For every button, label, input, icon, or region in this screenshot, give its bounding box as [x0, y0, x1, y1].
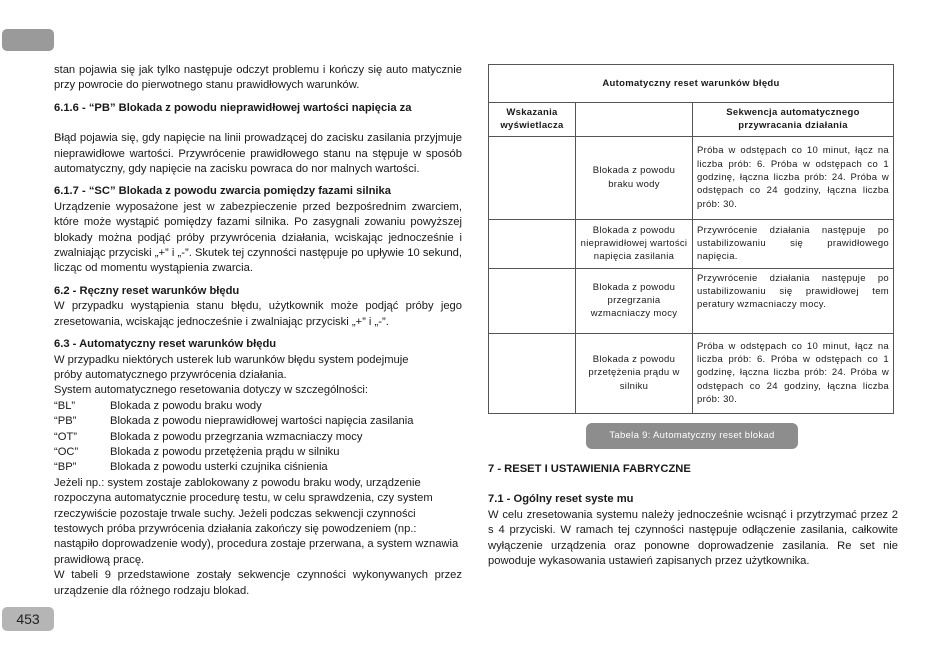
- list-item-code: “BP”: [54, 461, 77, 474]
- table-cell-block: Blokada z powodu nieprawidłowej wartości napięcia zasilania: [576, 219, 693, 268]
- table-cell-block: Blokada z powodu przetężenia prądu w silniku: [576, 333, 693, 413]
- example-paragraph: Jeżeli np.: system zostaje zablokowany z powodu braku wody, urządzenie rozpoczyna automatycznie procedurę testu, w celu sprawdzenia, czy system rzeczywiście pozostaje trwale suchy. Jeżeli podczas sekwencji czynności testowych próba przywrócenia działania zakończy się powodzeniem (np.: nastąpiło doprowadzenie wody), procedura zostaje przerwana, a system wznawia prawidłową pracę.: [54, 476, 459, 566]
- block-code-list: [54, 399, 462, 476]
- table-header-block: [576, 103, 693, 137]
- list-item-desc: Blokada z powodu usterki czujnika ciśnienia: [110, 461, 328, 474]
- section-6-1-6-text: Błąd pojawia się, gdy napięcie na linii prowadzącej do zacisku zasilania przyjmuje nieprawidłowe wartości. Przywrócenie prawidłowego stanu na stępuje w sposób automatyczny, gdy napięcie na zacisku powraca do nor malnych wartości.: [54, 132, 462, 176]
- page-edge-tab: [2, 29, 54, 51]
- table-header-display: Wskazania wyświetlacza: [489, 103, 576, 137]
- table-caption: Tabela 9: Automatyczny reset blokad: [586, 423, 798, 449]
- list-item: [54, 445, 462, 460]
- list-item-desc: Blokada z powodu nieprawidłowej wartości napięcia zasilania: [110, 415, 414, 428]
- table-row: [489, 333, 894, 413]
- section-7-1-text: W celu zresetowania systemu należy jednocześnie wcisnąć i przytrzymać przez 2 s 4 przyciski. W ramach tej czynności następuje odłączenie zasilania, całkowite wyłączenie urządzenia oraz ponowne doprowadzenie zasilania. Re set nie powoduje wykasowania ustawień zapisanych przez użytkownika.: [488, 508, 898, 568]
- list-item-desc: Blokada z powodu przegrzania wzmacniaczy mocy: [110, 430, 363, 443]
- list-item: [54, 430, 462, 445]
- table-cell-block: Blokada z powodu przegrzania wzmacniaczy mocy: [576, 268, 693, 333]
- right-column: [488, 462, 898, 569]
- list-item: [54, 460, 462, 475]
- table-cell-display: [489, 219, 576, 268]
- page-number: 453: [16, 611, 40, 627]
- section-6-2-heading: 6.2 - Ręczny reset warunków błędu: [54, 284, 240, 297]
- table-cell-display: [489, 333, 576, 413]
- list-item-code: “OT”: [54, 430, 77, 443]
- section-6-1-7-heading: 6.1.7 - “SC” Blokada z powodu zwarcia pomiędzy fazami silnika: [54, 185, 391, 198]
- table-row: [489, 268, 894, 333]
- list-item: [54, 399, 462, 414]
- section-6-3-line-1: W przypadku niektórych usterek lub warunków błędu system podejmuje: [54, 353, 409, 366]
- table-cell-display: [489, 268, 576, 333]
- section-7-heading: 7 - RESET I USTAWIENIA FABRYCZNE: [488, 463, 691, 475]
- section-6-1-7-text: Urządzenie wyposażone jest w zabezpieczenie przed bezpośrednim zwarciem, które może wystąpić pomiędzy fazami silnika. Po zasygnali zowaniu powyższej blokady można podjąć próby przywrócenia działania, wciskając jednocześnie i zwalniając przyciski „+” i „-”. Skutek tej czynności następuje po upływie 10 sekund, licząc od momentu wystąpienia zwarcia.: [54, 200, 462, 275]
- table-cell-sequence: Przywrócenie działania następuje po ustabilizowaniu się prawidłowej tem peratury wzmacniaczy mocy.: [693, 268, 894, 333]
- table-title: Automatyczny reset warunków błędu: [489, 65, 894, 103]
- table-cell-display: [489, 136, 576, 219]
- section-7-1-heading: 7.1 - Ogólny reset syste mu: [488, 493, 634, 506]
- table-cell-sequence: Przywrócenie działania następuje po ustabilizowaniu się prawidłowego napięcia.: [693, 219, 894, 268]
- list-item-code: “OC”: [54, 445, 79, 458]
- table-cell-block: Blokada z powodu braku wody: [576, 136, 693, 219]
- left-column: [54, 63, 462, 599]
- intro-paragraph: stan pojawia się jak tylko następuje odczyt problemu i kończy się auto matycznie przy powrocie do pierwotnego stanu prawidłowych warunków.: [54, 64, 462, 92]
- auto-reset-table: [488, 64, 894, 414]
- table-header-sequence: Sekwencja automatycznego przywracania działania: [693, 103, 894, 137]
- list-item-desc: Blokada z powodu braku wody: [110, 399, 262, 412]
- list-item: [54, 414, 462, 429]
- table-cell-sequence: Próba w odstępach co 10 minut, łącz na liczba prób: 6. Próba w odstępach co 1 godzinę, łączna liczba prób: 24. Próba w odstępach co 24 godziny, łączna liczba prób: 30.: [693, 136, 894, 219]
- closing-paragraph: W tabeli 9 przedstawione zostały sekwencje czynności wykonywanych przez urządzenie dla różnego rodzaju blokad.: [54, 569, 462, 597]
- section-6-3-heading: 6.3 - Automatyczny reset warunków błędu: [54, 338, 277, 351]
- list-item-code: “BL”: [54, 399, 76, 412]
- section-6-2-text: W przypadku wystąpienia stanu błędu, użytkownik może podjąć próby jego zresetowania, wciskając jednocześnie i zwalniając przyciski „+” i „-”.: [54, 300, 462, 328]
- table-cell-sequence: Próba w odstępach co 10 minut, łącz na liczba prób: 6. Próba w odstępach co 1 godzinę, łączna liczba prób: 24. Próba w odstępach co 24 godziny, łączna liczba prób: 30.: [693, 333, 894, 413]
- table-row: [489, 136, 894, 219]
- section-6-3-line-3: System automatycznego resetowania dotyczy w szczególności:: [54, 384, 369, 397]
- section-6-3-line-2: próby automatycznego przywrócenia działania.: [54, 368, 287, 381]
- list-item-desc: Blokada z powodu przetężenia prądu w silniku: [110, 445, 340, 458]
- section-6-1-6-heading: 6.1.6 - “PB” Blokada z powodu nieprawidłowej wartości napięcia za: [54, 101, 412, 114]
- table-row: [489, 219, 894, 268]
- list-item-code: “PB”: [54, 415, 77, 428]
